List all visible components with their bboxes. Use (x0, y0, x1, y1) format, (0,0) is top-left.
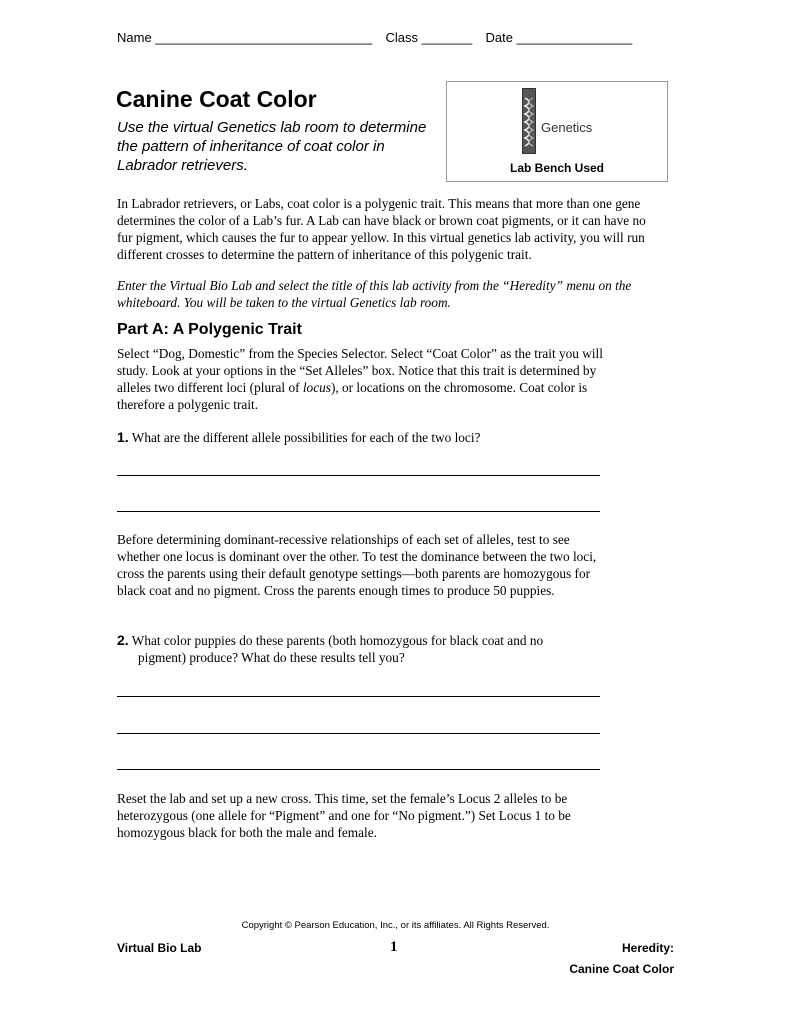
footer-unit: Heredity: (621, 941, 674, 955)
question-2-line-2: pigment) produce? What do these results tell you? (138, 650, 405, 665)
class-field[interactable]: _______ (421, 30, 473, 45)
date-field[interactable]: ________________ (516, 30, 633, 45)
answer-line[interactable] (117, 696, 600, 697)
part-a-text-end: ), or locations on the chromosome. Coat color is therefore a polygenic trait. (117, 380, 588, 412)
date-label: Date (485, 30, 513, 45)
instruction-paragraph: Enter the Virtual Bio Lab and select the title of this lab activity from the “Heredity” menu on the whiteboard. You will be taken to the virtual Genetics lab room. (117, 278, 632, 310)
page-number: 1 (390, 939, 398, 955)
question-2-line-1: What color puppies do these parents (both homozygous for black coat and no (128, 633, 544, 648)
part-a-heading: Part A: A Polygenic Trait (117, 321, 302, 338)
answer-line[interactable] (117, 733, 600, 734)
name-field[interactable]: ______________________________ (155, 30, 373, 45)
page-subtitle: Use the virtual Genetics lab room to determine the pattern of inheritance of coat color in Labrador retrievers. (117, 119, 427, 174)
dna-helix-icon (522, 88, 612, 159)
question-2-number: 2. (117, 632, 129, 648)
class-label: Class (385, 30, 418, 45)
lab-bench-box (446, 81, 668, 182)
dominance-paragraph: Before determining dominant-recessive relationships of each set of alleles, test to see whether one locus is dominant over the other. To test the dominance between the two loci, cross the parents using their default genotype settings—both parents are homozygous for black coat and no pigment. Cross the parents enough times to produce 50 puppies. (117, 532, 597, 598)
student-info-header (117, 30, 677, 45)
footer-course-name: Virtual Bio Lab (117, 941, 202, 955)
lab-bench-caption: Lab Bench Used (509, 161, 605, 175)
answer-line[interactable] (117, 475, 600, 476)
intro-paragraph: In Labrador retrievers, or Labs, coat color is a polygenic trait. This means that more than one gene determines the color of a Lab’s fur. A Lab can have black or brown coat pigments, or it can have no fur pigment, which causes the fur to appear yellow. In this virtual genetics lab activity, you will run different crosses to determine the pattern of inheritance of this polygenic trait. (117, 196, 646, 262)
footer-lab-title: Canine Coat Color (569, 962, 674, 976)
name-label: Name (117, 30, 152, 45)
reset-paragraph: Reset the lab and set up a new cross. This time, set the female’s Locus 2 alleles to be heterozygous (one allele for “Pigment” and one for “No pigment.”) Set Locus 1 to be homozygous black for both the male and female. (117, 791, 571, 840)
question-1-number: 1. (117, 429, 129, 445)
part-a-paragraph (117, 345, 607, 413)
question-1 (117, 429, 480, 446)
part-a-text-italic: locus (302, 380, 331, 395)
copyright-notice: Copyright © Pearson Education, Inc., or its affiliates. All Rights Reserved. (241, 920, 550, 931)
genetics-logo-text: Genetics (541, 120, 593, 135)
question-1-text: What are the different allele possibilities for each of the two loci? (128, 430, 481, 445)
question-2 (117, 632, 597, 666)
page-title: Canine Coat Color (116, 86, 317, 112)
answer-line[interactable] (117, 511, 600, 512)
answer-line[interactable] (117, 769, 600, 770)
part-a-text-start: Select “Dog, Domestic” from the Species Selector. Select “Coat Color” as the trait you will study. Look at your options in the “Set Alleles” box. Notice that this trait is determined by alleles two different loci (plural of (117, 346, 603, 395)
